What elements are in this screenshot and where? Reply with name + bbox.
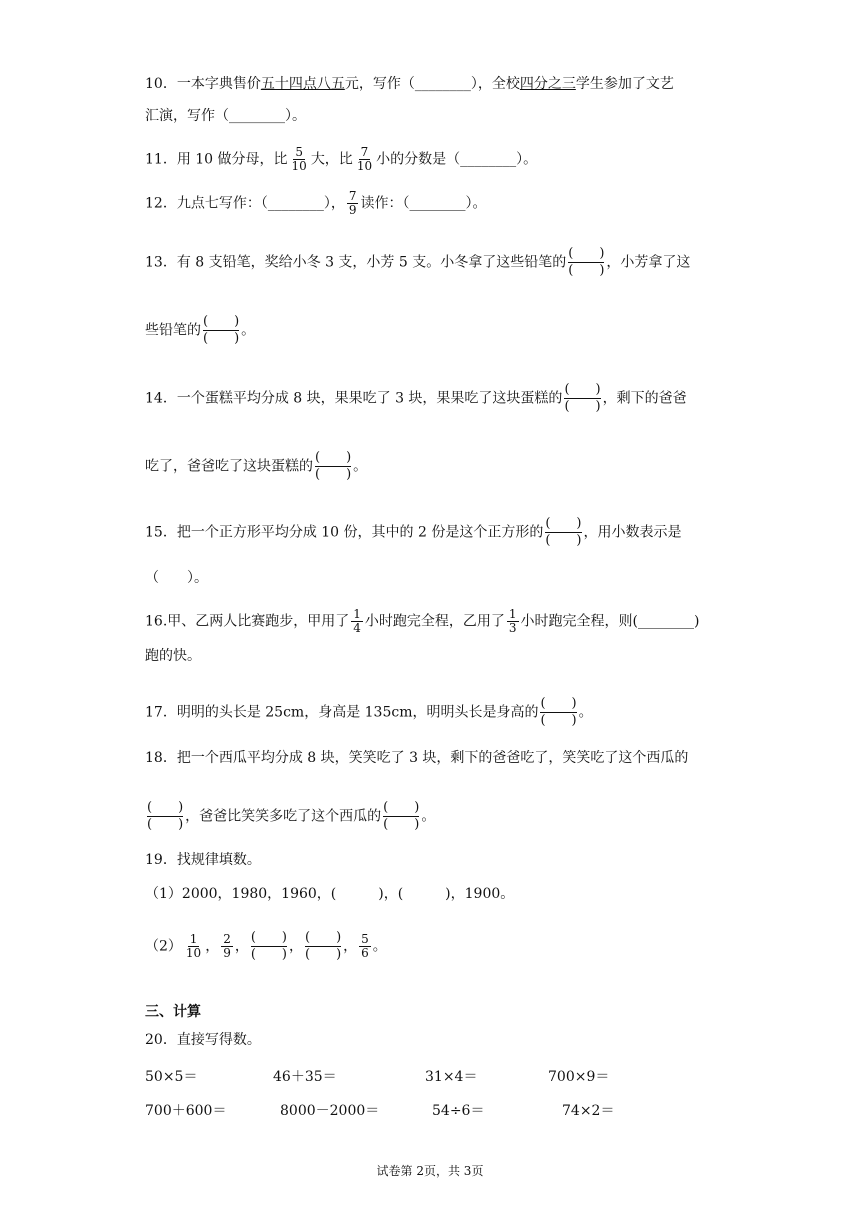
question-11 (145, 146, 537, 173)
fraction-blank-denominator: ( ) (545, 533, 582, 548)
q18-text: 。 (421, 808, 436, 825)
fraction (347, 190, 359, 217)
q11-text: 小的分数是（________）。 (376, 151, 538, 168)
q14-text: 14．一个蛋糕平均分成 8 块，果果吃了 3 块，果果吃了这块蛋糕的 (145, 390, 563, 407)
question-13-line2 (145, 314, 255, 347)
fraction (351, 608, 363, 635)
q19-comma: ， (205, 938, 220, 955)
q19-text: 。 (372, 938, 387, 955)
question-16-line2: 跑的快。 (145, 648, 201, 664)
q16-text: 小时跑完全程，则(________) (520, 613, 700, 630)
q19-label: （2） (145, 938, 182, 955)
q12-text: 读作：（________）。 (360, 195, 487, 212)
q16-text: 16.甲、乙两人比赛跑步，甲用了 (145, 613, 350, 630)
question-12 (145, 190, 486, 217)
fraction-blank (545, 516, 581, 549)
fraction-blank-numerator: ( ) (540, 696, 577, 711)
fraction-numerator: 5 (361, 932, 369, 946)
fraction-blank-denominator: ( ) (568, 263, 605, 278)
q10-text: 学生参加了文艺 (575, 76, 674, 92)
q17-text: 。 (578, 704, 593, 721)
q13-text: 。 (241, 322, 256, 339)
fraction-blank (568, 246, 604, 279)
fraction-blank (540, 696, 576, 729)
fraction (184, 933, 203, 960)
calc-item: 46＋35＝ (273, 1069, 337, 1085)
fraction-blank-numerator: ( ) (564, 382, 601, 397)
fraction-blank-numerator: ( ) (545, 516, 582, 531)
fraction-numerator: 7 (348, 189, 357, 203)
fraction-blank (147, 800, 183, 833)
q11-text: 11．用 10 做分母，比 (145, 151, 288, 168)
q19-comma: ， (343, 938, 358, 955)
question-18-line2 (145, 800, 435, 833)
question-17 (145, 696, 593, 729)
fraction (290, 146, 309, 173)
q15-text: 15．把一个正方形平均分成 10 份，其中的 2 份是这个正方形的 (145, 524, 544, 541)
fraction-blank-numerator: ( ) (315, 450, 352, 465)
fraction-blank-numerator: ( ) (383, 800, 420, 815)
question-10-line2: 汇演，写作（________）。 (145, 108, 306, 124)
fraction (507, 608, 519, 635)
fraction-blank (383, 800, 419, 833)
fraction-numerator: 1 (353, 607, 361, 621)
question-15-line2: （ ）。 (145, 570, 208, 586)
fraction-numerator: 1 (508, 607, 517, 621)
question-19-title: 19．找规律填数。 (145, 852, 261, 868)
q14-text: 吃了，爸爸吃了这块蛋糕的 (145, 458, 313, 475)
fraction-blank-numerator: ( ) (568, 246, 605, 261)
q17-text: 17．明明的头长是 25cm，身高是 135cm，明明头长是身高的 (145, 704, 539, 721)
fraction-blank-denominator: ( ) (250, 947, 287, 962)
fraction-blank (305, 930, 341, 963)
q12-text: 12．九点七写作：（________）， (145, 195, 345, 212)
q13-text: ，小芳拿了这 (606, 254, 691, 271)
q18-text: ，爸爸比笑笑多吃了这个西瓜的 (185, 808, 382, 825)
q19-comma: ， (234, 938, 249, 955)
fraction-blank-numerator: ( ) (305, 930, 342, 945)
question-18-line1: 18．把一个西瓜平均分成 8 块，笑笑吃了 3 块，剩下的爸爸吃了，笑笑吃了这个西瓜的 (145, 750, 689, 766)
fraction-blank-numerator: ( ) (250, 930, 287, 945)
fraction-blank-denominator: ( ) (305, 947, 342, 962)
fraction-blank (203, 314, 239, 347)
question-20-title: 20．直接写得数。 (145, 1032, 261, 1048)
q13-text: 13．有 8 支铅笔，奖给小冬 3 支，小芳 5 支。小冬拿了这些铅笔的 (145, 254, 567, 271)
question-19-part2 (145, 930, 387, 963)
fraction-blank (251, 930, 287, 963)
fraction-denominator: 3 (508, 621, 517, 635)
q10-text: 10．一本字典售价 (145, 76, 261, 92)
fraction-denominator: 9 (348, 203, 357, 217)
q13-text: 些铅笔的 (145, 322, 201, 339)
question-10-line1 (145, 74, 674, 94)
calc-item: 74×2＝ (562, 1103, 615, 1119)
question-19-part1: （1）2000，1980，1960，( )，( )，1900。 (145, 886, 515, 902)
fraction-blank (564, 382, 600, 415)
fraction-blank (315, 450, 351, 483)
calc-item: 54÷6＝ (432, 1103, 485, 1119)
fraction (221, 933, 233, 960)
page-footer: 试卷第 2页，共 3页 (376, 1164, 484, 1178)
fraction-blank-denominator: ( ) (564, 399, 601, 414)
section-3-heading: 三、计算 (145, 1004, 201, 1020)
fraction-denominator: 4 (353, 621, 361, 635)
q10-underlined-fraction: 四分之三 (519, 76, 576, 92)
calc-item: 31×4＝ (425, 1069, 478, 1085)
calc-item: 8000－2000＝ (280, 1103, 380, 1119)
q19-comma: ， (289, 938, 303, 955)
q14-text: 。 (353, 458, 368, 475)
q16-text: 小时跑完全程，乙用了 (364, 613, 505, 630)
calc-item: 700＋600＝ (145, 1103, 227, 1119)
q10-text: 元，写作（________），全校 (344, 76, 520, 92)
question-16-line1 (145, 608, 699, 635)
fraction-blank-denominator: ( ) (147, 817, 184, 832)
fraction-denominator: 10 (185, 946, 202, 960)
fraction-denominator: 10 (356, 159, 373, 173)
calc-item: 700×9＝ (548, 1069, 610, 1085)
question-14-line1 (145, 382, 687, 415)
q15-text: ，用小数表示是 (583, 524, 682, 541)
fraction-numerator: 7 (360, 145, 369, 159)
q14-text: ，剩下的爸爸 (602, 390, 687, 407)
fraction-numerator: 2 (223, 932, 231, 946)
fraction-numerator: 5 (295, 145, 303, 159)
fraction-blank-denominator: ( ) (540, 713, 577, 728)
fraction-blank-denominator: ( ) (383, 817, 420, 832)
fraction-blank-denominator: ( ) (203, 331, 240, 346)
fraction-denominator: 6 (361, 946, 369, 960)
fraction-blank-denominator: ( ) (315, 467, 352, 482)
q11-text: 大，比 (310, 151, 353, 168)
question-15-line1 (145, 516, 682, 549)
fraction-denominator: 9 (223, 946, 231, 960)
calc-item: 50×5＝ (145, 1069, 198, 1085)
question-13-line1 (145, 246, 690, 279)
fraction-numerator: 1 (189, 932, 198, 946)
question-14-line2 (145, 450, 367, 483)
fraction-blank-numerator: ( ) (147, 800, 184, 815)
fraction (355, 146, 374, 173)
fraction-denominator: 10 (291, 159, 307, 173)
q10-underlined-price: 五十四点八五 (260, 76, 345, 92)
fraction-blank-numerator: ( ) (203, 314, 240, 329)
fraction (359, 933, 371, 960)
